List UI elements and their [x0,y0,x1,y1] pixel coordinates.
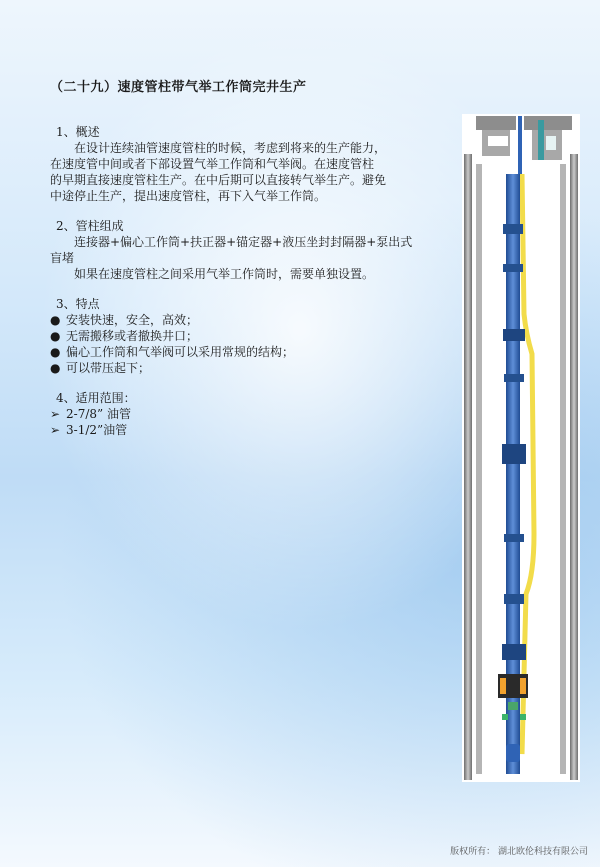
copyright-footer: 版权所有： 湖北欧伦科技有限公司 [450,847,588,857]
casing-left-wall [464,154,472,780]
arrow-bullet-icon: ➢ [50,407,61,421]
section-heading-composition: 2、管柱组成 [56,219,124,233]
overview-line: 在速度管中间或者下部设置气举工作筒和气举阀。在速度管柱 [50,157,375,171]
arrow-bullet-icon: ➢ [50,423,61,437]
bullet-dot-icon: ● [50,313,61,327]
bullet-dot-icon: ● [50,361,61,375]
feature-item: ● 安装快速，安全，高效； [50,313,199,327]
velocity-string-diagram [462,114,580,782]
inner-casing-left [476,164,482,774]
scope-item: ➢ 2-7/8” 油管 [50,407,131,421]
composition-line: 盲堵 [50,251,75,265]
bullet-dot-icon: ● [50,329,61,343]
section-heading-scope: 4、适用范围： [56,391,136,405]
page-title: （二十九）速度管柱带气举工作筒完井生产 [50,80,307,95]
feature-item: ● 可以带压起下； [50,361,151,375]
scope-item: ➢ 3-1/2”油管 [50,423,128,437]
section-heading-features: 3、特点 [56,297,100,311]
overview-line: 在设计连续油管速度管柱的时候，考虑到将来的生产能力， [74,141,387,155]
section-heading-overview: 1、概述 [56,125,100,139]
features-list [50,312,450,376]
scope-list [50,406,450,438]
bullet-dot-icon: ● [50,345,61,359]
inner-casing-right [560,164,566,774]
casing-right-wall [570,154,578,780]
composition-line: 连接器+偏心工作筒+扶正器+锚定器+液压坐封封隔器+泵出式 [74,235,413,249]
overview-line: 中途停止生产，提出速度管柱，再下入气举工作筒。 [50,189,327,203]
feature-item: ● 无需搬移或者撤换井口； [50,329,199,343]
feature-item: ● 偏心工作筒和气举阀可以采用常规的结构； [50,345,295,359]
composition-note: 如果在速度管柱之间采用气举工作筒时，需要单独设置。 [74,267,375,281]
overview-line: 的早期直接速度管柱生产。在中后期可以直接转气举生产。避免 [50,173,387,187]
document-body [50,124,450,438]
blind-plug [506,744,520,762]
